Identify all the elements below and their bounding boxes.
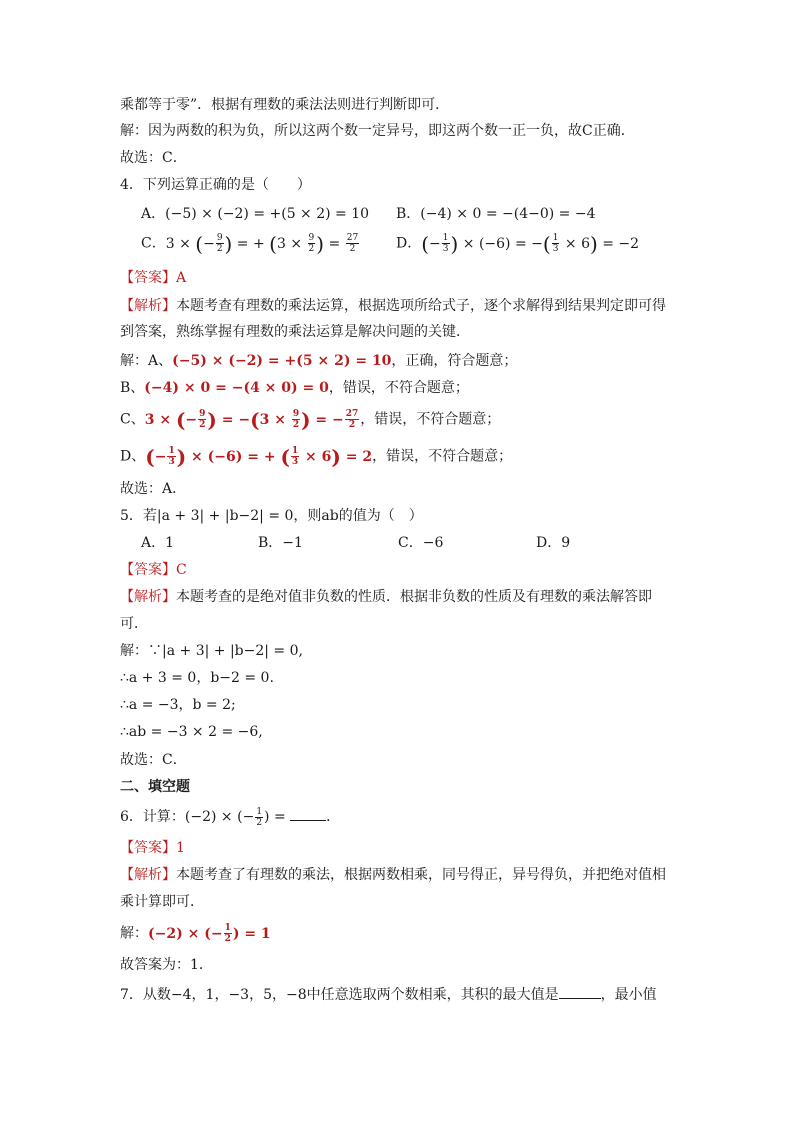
solution-4b: B、(−4) × 0 = −(4 × 0) = 0，错误，不符合题意；: [120, 380, 469, 396]
analysis-5-line1: 【解析】本题考查的是绝对值非负数的性质．根据非负数的性质及有理数的乘法解答即: [120, 589, 652, 605]
select-5: 故选：C．: [120, 752, 187, 768]
text-line: 解：因为两数的积为负，所以这两个数一定异号，即这两个数一正一负，故C正确．: [120, 123, 635, 139]
analysis-4-line2: 到答案，熟练掌握有理数的乘法运算是解决问题的关键．: [120, 324, 470, 340]
text-line: 故选：C．: [120, 150, 187, 166]
question-4: 4．下列运算正确的是（ ）: [120, 177, 311, 193]
analysis-5-line2: 可．: [120, 616, 148, 632]
analysis-4-line1: 【解析】本题考查有理数的乘法运算，根据选项所给式子，逐个求解得到结果判定即可得: [120, 298, 666, 314]
solution-4c: C、3 × (− $\frac{9}{2}$ ) = −(3 × $\frac{9}{2}$ ) = − $\frac{27}{2}$ ，错误，不符合题意；: [120, 407, 501, 432]
section-heading: 二、填空题: [120, 779, 190, 795]
option-4b: B．(−4) × 0 = −(4−0) = −4: [396, 206, 596, 222]
answer-5: 【答案】C: [120, 562, 187, 578]
option-5b: B．−1: [258, 535, 303, 551]
analysis-6-line2: 乘计算即可．: [120, 894, 204, 910]
question-7: 7．从数−4，1，−3，5，−8中任意选取两个数相乘，其积的最大值是 ，最小值: [120, 984, 657, 1005]
solution-5-line2: ∴a + 3 = 0，b−2 = 0.: [120, 670, 274, 686]
option-4d: D．(− $\frac{1}{3}$ ) × (−6) = −( $\frac{1}{3}$ × 6) = −2: [396, 231, 640, 256]
answer-6: 【答案】1: [120, 840, 185, 856]
question-6: 6．计算：(−2) × (− $\frac{1}{2}$ ) = ．: [120, 806, 341, 828]
option-4c: C．3 × (− $\frac{9}{2}$ ) = + (3 × $\frac{9}{2}$ ) = $\frac{27}{2}$: [141, 231, 359, 256]
option-5c: C．−6: [398, 535, 444, 551]
solution-5-line3: ∴a = −3，b = 2;: [120, 697, 236, 713]
solution-6: 解：(−2) × (− $\frac{1}{2}$ ) = 1: [120, 923, 271, 944]
solution-5-line1: 解：∵|a + 3| + |b−2| = 0,: [120, 643, 303, 659]
answer-blank[interactable]: [559, 984, 601, 999]
answer-4: 【答案】A: [120, 270, 187, 286]
analysis-6-line1: 【解析】本题考查了有理数的乘法，根据两数相乘，同号得正，异号得负，并把绝对值相: [120, 867, 666, 883]
option-5d: D．9: [536, 535, 571, 551]
question-5: 5．若|a + 3| + |b−2| = 0，则ab的值为（ ）: [120, 508, 423, 524]
solution-4a: 解：A、(−5) × (−2) = +(5 × 2) = 10，正确，符合题意；: [120, 353, 518, 369]
solution-4d: D、(− $\frac{1}{3}$ ) × (−6) = + ( $\frac{1}{3}$ × 6) = 2，错误，不符合题意；: [120, 444, 513, 469]
solution-5-line4: ∴ab = −3 × 2 = −6,: [120, 724, 263, 740]
answer-blank[interactable]: [290, 806, 326, 821]
select-6: 故答案为：1．: [120, 957, 213, 973]
option-4a: A．(−5) × (−2) = +(5 × 2) = 10: [141, 206, 370, 222]
text-line: 乘都等于零”．根据有理数的乘法法则进行判断即可．: [120, 97, 450, 113]
option-5a: A．1: [141, 535, 175, 551]
select-4: 故选：A．: [120, 481, 187, 497]
